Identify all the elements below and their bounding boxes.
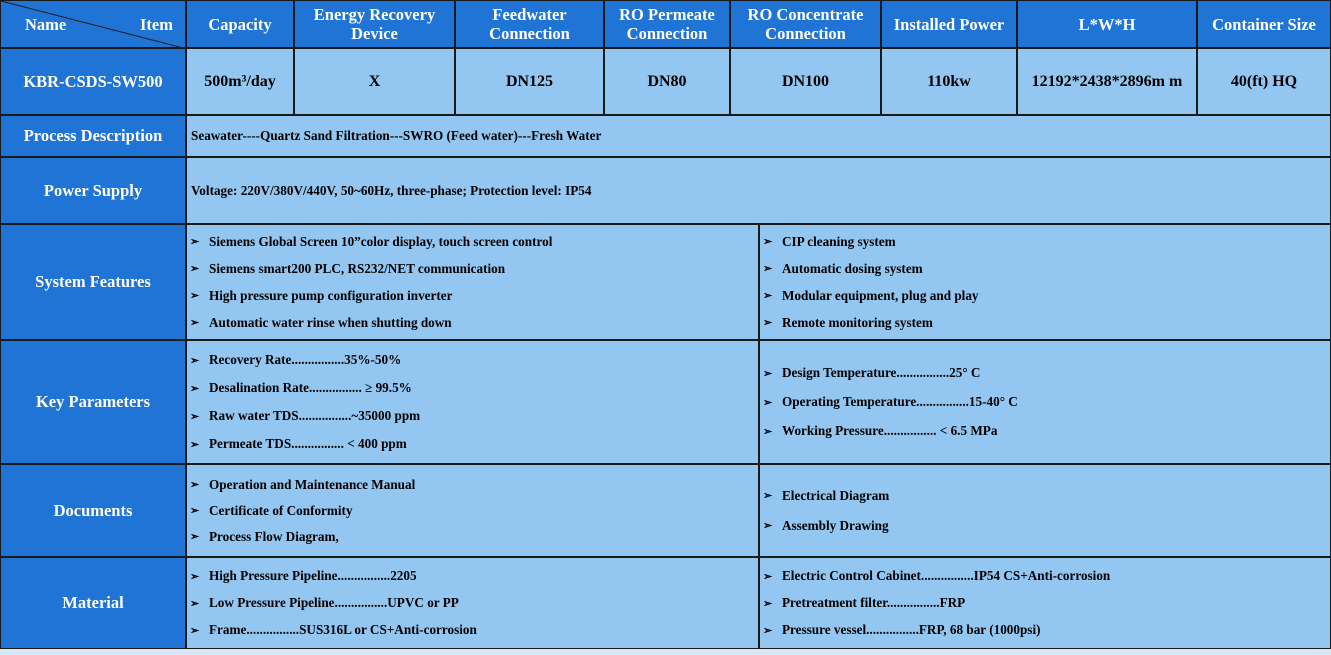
material-text: Pretreatment filter................FRP <box>782 595 966 610</box>
arrow-bullet-icon: ➢ <box>190 290 200 302</box>
list-item <box>760 568 1110 584</box>
arrow-bullet-icon: ➢ <box>190 382 200 395</box>
list-item <box>760 488 889 504</box>
arrow-bullet-icon: ➢ <box>763 263 773 275</box>
model-name: KBR-CSDS-SW500 <box>0 48 186 115</box>
arrow-bullet-icon: ➢ <box>763 490 773 502</box>
arrow-bullet-icon: ➢ <box>190 505 200 517</box>
arrow-bullet-icon: ➢ <box>190 597 200 610</box>
parameter-text: Working Pressure................ < 6.5 MPa <box>782 423 998 438</box>
arrow-bullet-icon: ➢ <box>190 479 200 491</box>
list-item <box>760 518 889 534</box>
header-installed-power: Installed Power <box>881 0 1017 48</box>
feature-text: Siemens Global Screen 10”color display, touch screen control <box>209 233 553 249</box>
arrow-bullet-icon: ➢ <box>763 290 773 302</box>
system-features-label: System Features <box>0 224 186 340</box>
parameter-text: Permeate TDS................ < 400 ppm <box>209 436 407 451</box>
process-description-text: Seawater----Quartz Sand Filtration---SWRO (Feed water)---Fresh Water <box>186 115 1331 157</box>
process-description-label: Process Description <box>0 115 186 157</box>
documents-left <box>186 464 759 557</box>
header-capacity: Capacity <box>186 0 294 48</box>
list-item <box>187 595 459 611</box>
list-item <box>187 568 417 584</box>
document-text: Assembly Drawing <box>782 517 889 533</box>
list-item <box>760 234 896 250</box>
list-item <box>760 261 923 277</box>
material-right <box>759 557 1331 649</box>
feature-text: High pressure pump configuration inverter <box>209 287 453 303</box>
feature-text: Automatic water rinse when shutting down <box>209 314 452 330</box>
parameter-text: Raw water TDS................~35000 ppm <box>209 408 421 423</box>
key-parameters-right <box>759 340 1331 464</box>
arrow-bullet-icon: ➢ <box>763 597 773 610</box>
arrow-bullet-icon: ➢ <box>763 570 773 583</box>
list-item <box>187 380 412 396</box>
arrow-bullet-icon: ➢ <box>190 317 200 329</box>
list-item <box>187 261 505 277</box>
arrow-bullet-icon: ➢ <box>763 236 773 248</box>
list-item <box>760 315 933 331</box>
system-features-left <box>186 224 759 340</box>
arrow-bullet-icon: ➢ <box>763 396 773 409</box>
power-supply-text: Voltage: 220V/380V/440V, 50~60Hz, three-phase; Protection level: IP54 <box>186 157 1331 224</box>
arrow-bullet-icon: ➢ <box>190 531 200 543</box>
list-item <box>760 394 1018 410</box>
feature-text: Remote monitoring system <box>782 314 933 330</box>
list-item <box>187 315 452 331</box>
arrow-bullet-icon: ➢ <box>763 425 773 438</box>
arrow-bullet-icon: ➢ <box>763 317 773 329</box>
model-feedwater: DN125 <box>455 48 604 115</box>
list-item <box>187 477 415 493</box>
feature-text: Automatic dosing system <box>782 260 923 276</box>
model-ro-concentrate: DN100 <box>730 48 881 115</box>
header-name-label: Name <box>25 15 67 34</box>
parameter-text: Desalination Rate................ ≥ 99.5% <box>209 380 412 395</box>
model-energy-recovery: X <box>294 48 455 115</box>
list-item <box>187 352 401 368</box>
list-item <box>187 622 477 638</box>
document-text: Operation and Maintenance Manual <box>209 476 416 492</box>
list-item <box>760 288 979 304</box>
parameter-text: Operating Temperature................15-40° C <box>782 394 1018 409</box>
arrow-bullet-icon: ➢ <box>763 367 773 380</box>
header-ro-concentrate: RO Concentrate Connection <box>730 0 881 48</box>
header-item-label: Item <box>140 15 173 34</box>
header-ro-permeate: RO Permeate Connection <box>604 0 730 48</box>
list-item <box>187 529 339 545</box>
document-text: Certificate of Conformity <box>209 502 353 518</box>
header-feedwater: Feedwater Connection <box>455 0 604 48</box>
arrow-bullet-icon: ➢ <box>190 263 200 275</box>
arrow-bullet-icon: ➢ <box>190 354 200 367</box>
document-text: Process Flow Diagram, <box>209 528 339 544</box>
header-lwh: L*W*H <box>1017 0 1197 48</box>
model-lwh: 12192*2438*2896m m <box>1017 48 1197 115</box>
arrow-bullet-icon: ➢ <box>190 236 200 248</box>
key-parameters-label: Key Parameters <box>0 340 186 464</box>
arrow-bullet-icon: ➢ <box>190 624 200 637</box>
document-text: Electrical Diagram <box>782 487 890 503</box>
model-container-size: 40(ft) HQ <box>1197 48 1331 115</box>
parameter-text: Design Temperature................25° C <box>782 365 981 380</box>
material-text: Pressure vessel................FRP, 68 bar (1000psi) <box>782 622 1041 637</box>
list-item <box>187 408 420 424</box>
arrow-bullet-icon: ➢ <box>190 410 200 423</box>
list-item <box>187 503 353 519</box>
list-item <box>760 423 997 439</box>
model-ro-permeate: DN80 <box>604 48 730 115</box>
model-capacity: 500m³/day <box>186 48 294 115</box>
list-item <box>187 234 552 250</box>
material-text: Electric Control Cabinet................IP54 CS+Anti-corrosion <box>782 568 1111 583</box>
material-text: Frame................SUS316L or CS+Anti-corrosion <box>209 622 477 637</box>
documents-right <box>759 464 1331 557</box>
material-text: Low Pressure Pipeline................UPVC or PP <box>209 595 459 610</box>
feature-text: CIP cleaning system <box>782 233 896 249</box>
arrow-bullet-icon: ➢ <box>190 438 200 451</box>
documents-label: Documents <box>0 464 186 557</box>
model-installed-power: 110kw <box>881 48 1017 115</box>
header-container-size: Container Size <box>1197 0 1331 48</box>
parameter-text: Recovery Rate................35%-50% <box>209 352 402 367</box>
arrow-bullet-icon: ➢ <box>763 520 773 532</box>
header-corner-cell <box>0 0 186 48</box>
material-label: Material <box>0 557 186 649</box>
list-item <box>187 436 407 452</box>
key-parameters-left <box>186 340 759 464</box>
list-item <box>760 622 1041 638</box>
arrow-bullet-icon: ➢ <box>190 570 200 583</box>
power-supply-label: Power Supply <box>0 157 186 224</box>
list-item <box>760 365 980 381</box>
feature-text: Modular equipment, plug and play <box>782 287 979 303</box>
feature-text: Siemens smart200 PLC, RS232/NET communication <box>209 260 506 276</box>
system-features-right <box>759 224 1331 340</box>
material-text: High Pressure Pipeline................2205 <box>209 568 417 583</box>
header-energy-recovery: Energy Recovery Device <box>294 0 455 48</box>
list-item <box>187 288 453 304</box>
arrow-bullet-icon: ➢ <box>763 624 773 637</box>
list-item <box>760 595 965 611</box>
material-left <box>186 557 759 649</box>
